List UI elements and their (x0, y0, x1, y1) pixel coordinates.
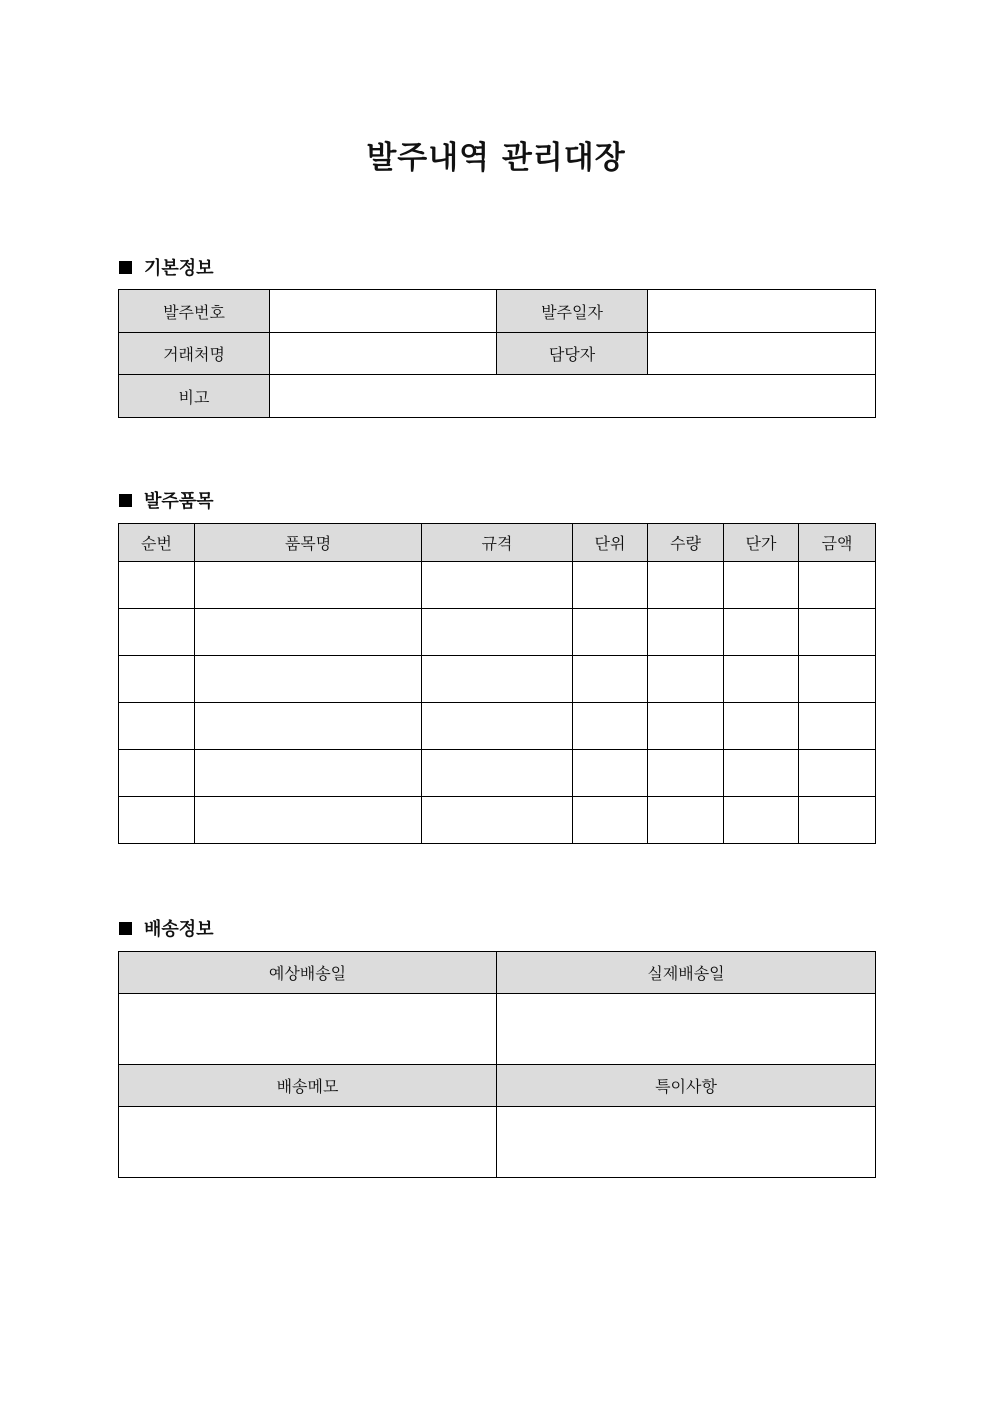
table-cell[interactable] (724, 750, 799, 797)
table-cell[interactable] (799, 562, 876, 609)
document-title: 발주내역 관리대장 (366, 140, 626, 176)
table-cell[interactable] (573, 609, 648, 656)
table-cell[interactable] (724, 609, 799, 656)
table-cell[interactable] (799, 797, 876, 844)
basic-info-heading (119, 254, 214, 280)
expected-delivery-date-field[interactable] (119, 994, 497, 1065)
table-cell[interactable] (119, 703, 195, 750)
column-header-amount: 금액 (799, 524, 876, 562)
table-cell[interactable] (724, 562, 799, 609)
order-number-field[interactable] (270, 290, 497, 333)
table-row (119, 797, 876, 844)
table-row (119, 609, 876, 656)
column-header-unit-price: 단가 (724, 524, 799, 562)
manager-label: 담당자 (497, 333, 648, 375)
table-cell[interactable] (195, 609, 422, 656)
table-cell[interactable] (195, 750, 422, 797)
column-header-quantity: 수량 (648, 524, 724, 562)
table-cell[interactable] (119, 750, 195, 797)
table-cell[interactable] (195, 562, 422, 609)
table-row (119, 703, 876, 750)
delivery-info-heading-text: 배송정보 (144, 919, 214, 940)
table-cell[interactable] (119, 656, 195, 703)
square-bullet-icon (119, 922, 132, 935)
table-cell[interactable] (195, 797, 422, 844)
table-cell[interactable] (422, 703, 573, 750)
column-header-spec: 규격 (422, 524, 573, 562)
table-cell[interactable] (195, 703, 422, 750)
table-row (119, 562, 876, 609)
table-cell[interactable] (119, 609, 195, 656)
table-cell[interactable] (724, 703, 799, 750)
table-cell[interactable] (648, 609, 724, 656)
supplier-field[interactable] (270, 333, 497, 375)
table-cell[interactable] (422, 797, 573, 844)
table-cell[interactable] (648, 703, 724, 750)
table-row (119, 750, 876, 797)
expected-delivery-date-label: 예상배송일 (119, 952, 497, 994)
table-cell[interactable] (195, 656, 422, 703)
table-cell[interactable] (648, 797, 724, 844)
remarks-label: 비고 (119, 375, 270, 418)
remarks-field[interactable] (270, 375, 876, 418)
basic-info-table (118, 289, 876, 418)
table-cell[interactable] (799, 656, 876, 703)
delivery-info-heading (119, 915, 214, 941)
square-bullet-icon (119, 261, 132, 274)
order-items-heading (119, 487, 214, 513)
order-date-label: 발주일자 (497, 290, 648, 333)
table-cell[interactable] (724, 656, 799, 703)
table-cell[interactable] (573, 703, 648, 750)
table-cell[interactable] (724, 797, 799, 844)
order-items-heading-text: 발주품목 (144, 491, 214, 512)
table-cell[interactable] (422, 750, 573, 797)
table-cell[interactable] (422, 609, 573, 656)
table-cell[interactable] (119, 562, 195, 609)
table-cell[interactable] (573, 750, 648, 797)
square-bullet-icon (119, 494, 132, 507)
table-row (119, 656, 876, 703)
table-cell[interactable] (648, 562, 724, 609)
table-cell[interactable] (648, 750, 724, 797)
table-cell[interactable] (799, 750, 876, 797)
supplier-label: 거래처명 (119, 333, 270, 375)
order-date-field[interactable] (648, 290, 876, 333)
delivery-memo-label: 배송메모 (119, 1065, 497, 1107)
column-header-unit: 단위 (573, 524, 648, 562)
order-items-table (118, 523, 876, 844)
delivery-memo-field[interactable] (119, 1107, 497, 1178)
actual-delivery-date-field[interactable] (497, 994, 876, 1065)
table-cell[interactable] (422, 562, 573, 609)
table-cell[interactable] (573, 656, 648, 703)
delivery-info-table (118, 951, 876, 1178)
basic-info-heading-text: 기본정보 (144, 258, 214, 279)
table-cell[interactable] (799, 703, 876, 750)
manager-field[interactable] (648, 333, 876, 375)
actual-delivery-date-label: 실제배송일 (497, 952, 876, 994)
table-cell[interactable] (573, 562, 648, 609)
column-header-item-name: 품목명 (195, 524, 422, 562)
column-header-seq: 순번 (119, 524, 195, 562)
table-cell[interactable] (648, 656, 724, 703)
table-cell[interactable] (573, 797, 648, 844)
table-cell[interactable] (119, 797, 195, 844)
order-number-label: 발주번호 (119, 290, 270, 333)
table-cell[interactable] (422, 656, 573, 703)
special-notes-label: 특이사항 (497, 1065, 876, 1107)
special-notes-field[interactable] (497, 1107, 876, 1178)
table-cell[interactable] (799, 609, 876, 656)
